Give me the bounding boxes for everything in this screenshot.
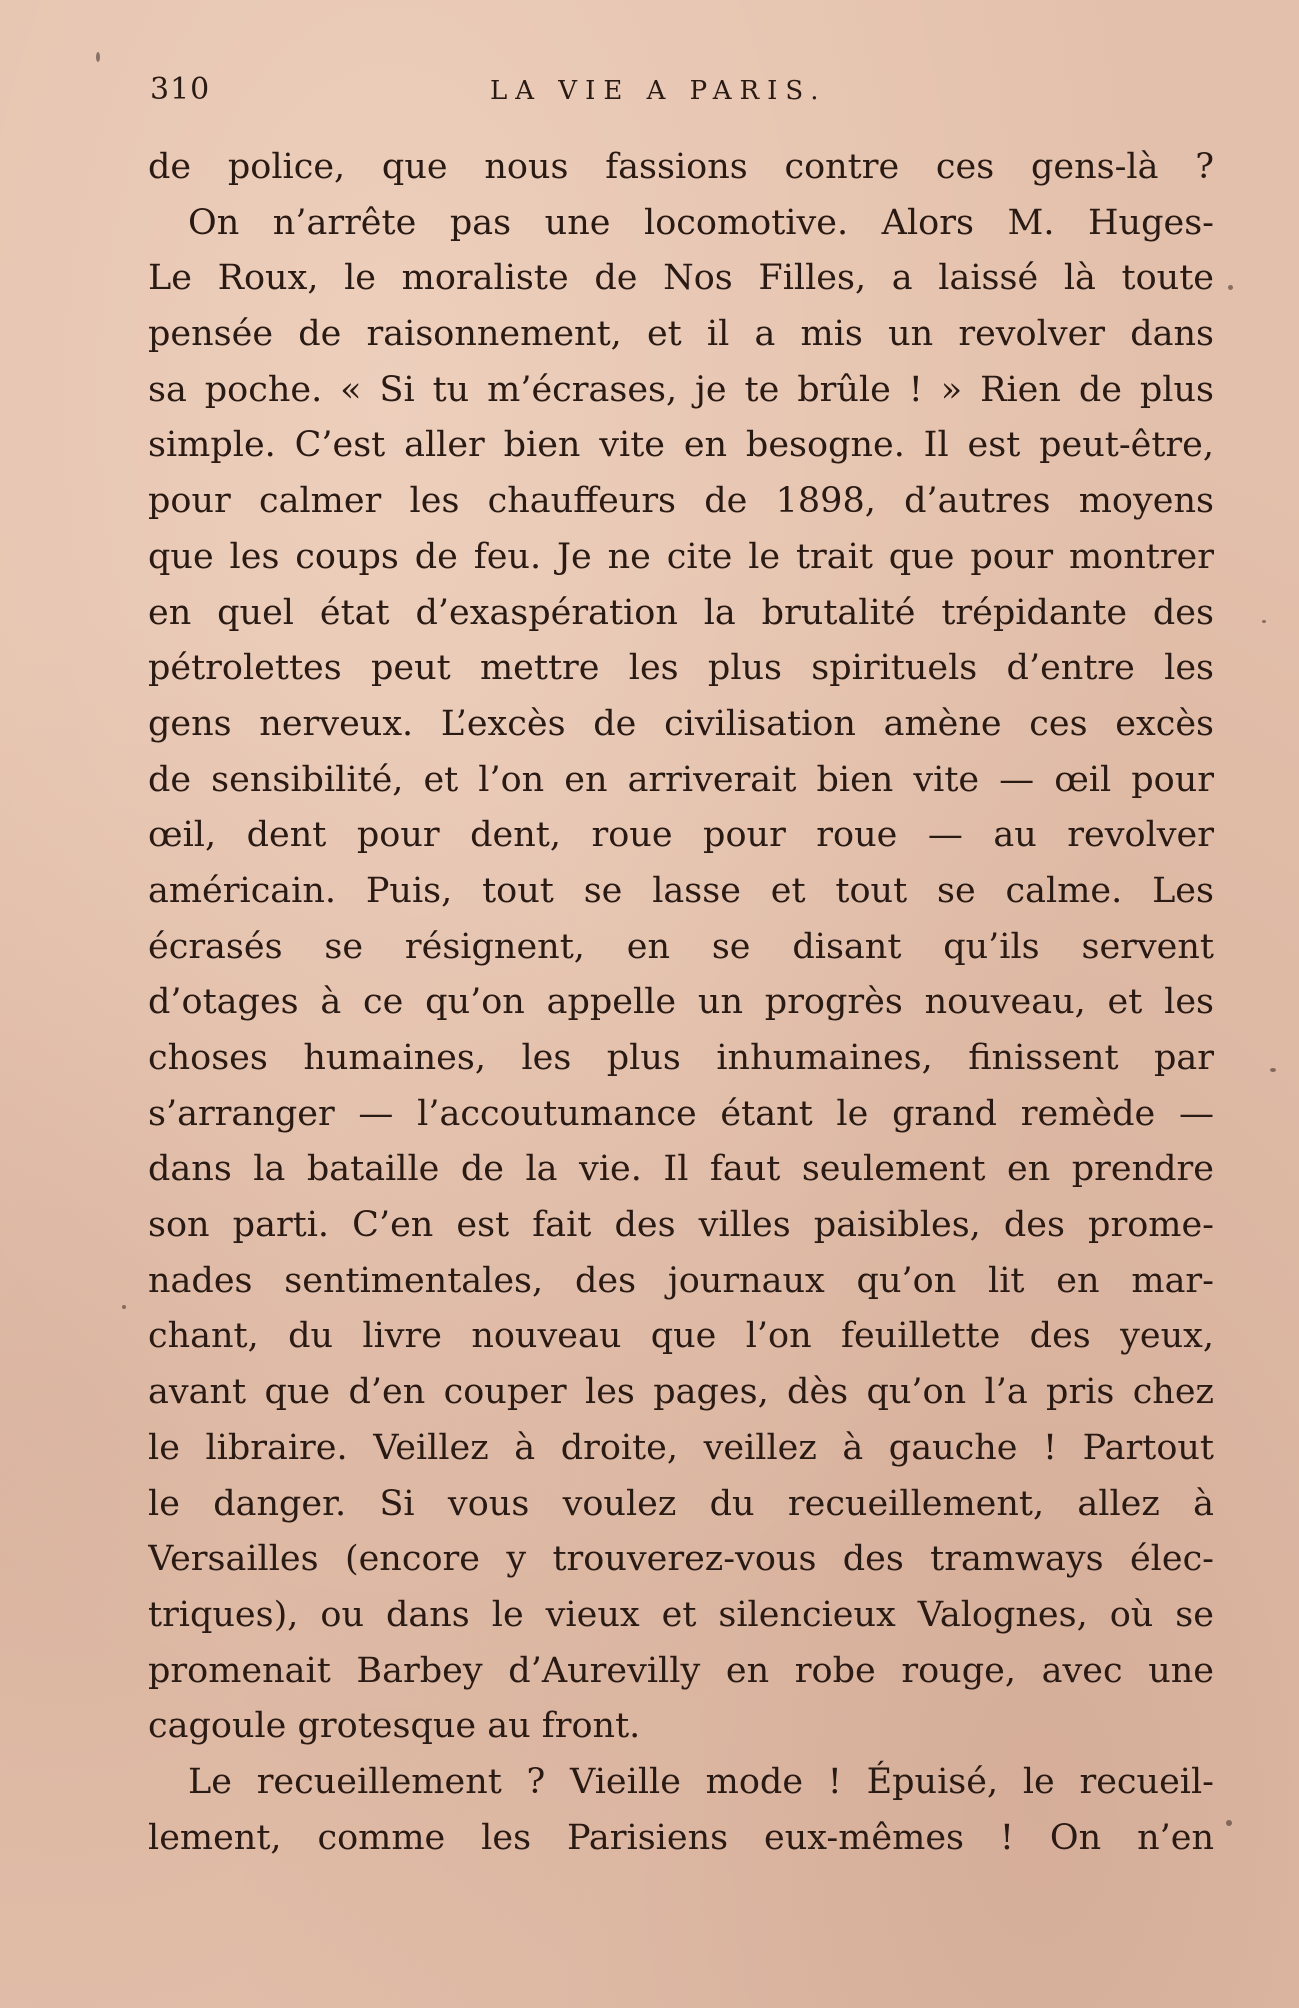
text-line: sa poche. « Si tu m’écrases, je te brûle ! » Rien de plus	[148, 369, 1214, 410]
text-line: chant, du livre nouveau que l’on feuillette des yeux,	[148, 1316, 1214, 1357]
text-line: son parti. C’en est fait des villes paisibles, des prome-	[148, 1205, 1214, 1246]
text-line: dans la bataille de la vie. Il faut seulement en prendre	[148, 1149, 1214, 1190]
text-line: américain. Puis, tout se lasse et tout se calme. Les	[148, 870, 1214, 911]
text-line: Le recueillement ? Vieille mode ! Épuisé, le recueil-	[188, 1761, 1214, 1802]
text-line: de sensibilité, et l’on en arriverait bien vite — œil pour	[148, 759, 1214, 800]
paper-speck	[1270, 1068, 1276, 1072]
paper-speck	[122, 1305, 126, 1309]
text-line: pensée de raisonnement, et il a mis un revolver dans	[148, 314, 1214, 355]
text-line: pétrolettes peut mettre les plus spirituels d’entre les	[148, 648, 1214, 689]
body-text	[148, 140, 1214, 1866]
text-line: cagoule grotesque au front.	[148, 1706, 641, 1747]
text-line: gens nerveux. L’excès de civilisation amène ces excès	[148, 703, 1214, 744]
text-line: Versailles (encore y trouverez-vous des tramways élec-	[148, 1539, 1214, 1580]
paper-speck	[1262, 620, 1266, 623]
text-line: écrasés se résignent, en se disant qu’ils servent	[148, 926, 1214, 967]
text-line: œil, dent pour dent, roue pour roue — au revolver	[148, 815, 1214, 856]
text-line: le danger. Si vous voulez du recueillement, allez à	[148, 1483, 1214, 1524]
text-line: choses humaines, les plus inhumaines, finissent par	[148, 1038, 1214, 1078]
text-line: d’otages à ce qu’on appelle un progrès nouveau, et les	[148, 982, 1214, 1023]
text-line: de police, que nous fassions contre ces gens-là ?	[148, 147, 1214, 187]
text-line: Le Roux, le moraliste de Nos Filles, a laissé là toute	[148, 258, 1214, 299]
running-head	[150, 72, 1210, 112]
text-line: triques), ou dans le vieux et silencieux Valognes, où se	[148, 1594, 1214, 1635]
text-line: nades sentimentales, des journaux qu’on lit en mar-	[148, 1260, 1214, 1301]
text-line: s’arranger — l’accoutumance étant le grand remède —	[148, 1093, 1214, 1134]
paper-speck	[1226, 1820, 1232, 1826]
text-line: promenait Barbey d’Aurevilly en robe rouge, avec une	[148, 1650, 1214, 1691]
text-line: en quel état d’exaspération la brutalité trépidante des	[148, 592, 1214, 633]
paper-speck	[1228, 285, 1233, 290]
text-line: le libraire. Veillez à droite, veillez à gauche ! Partout	[148, 1427, 1214, 1468]
paper-speck	[96, 52, 100, 62]
text-line: que les coups de feu. Je ne cite le trait que pour montrer	[148, 536, 1214, 577]
running-title: LA VIE A PARIS.	[490, 76, 827, 106]
text-line: pour calmer les chauffeurs de 1898, d’autres moyens	[148, 481, 1214, 522]
text-line: avant que d’en couper les pages, dès qu’on l’a pris chez	[148, 1372, 1214, 1413]
text-line: simple. C’est aller bien vite en besogne. Il est peut-être,	[148, 425, 1214, 466]
text-line: On n’arrête pas une locomotive. Alors M. Huges-	[188, 202, 1214, 243]
page-number: 310	[150, 72, 211, 107]
text-line: lement, comme les Parisiens eux-mêmes ! On n’en	[148, 1817, 1214, 1858]
